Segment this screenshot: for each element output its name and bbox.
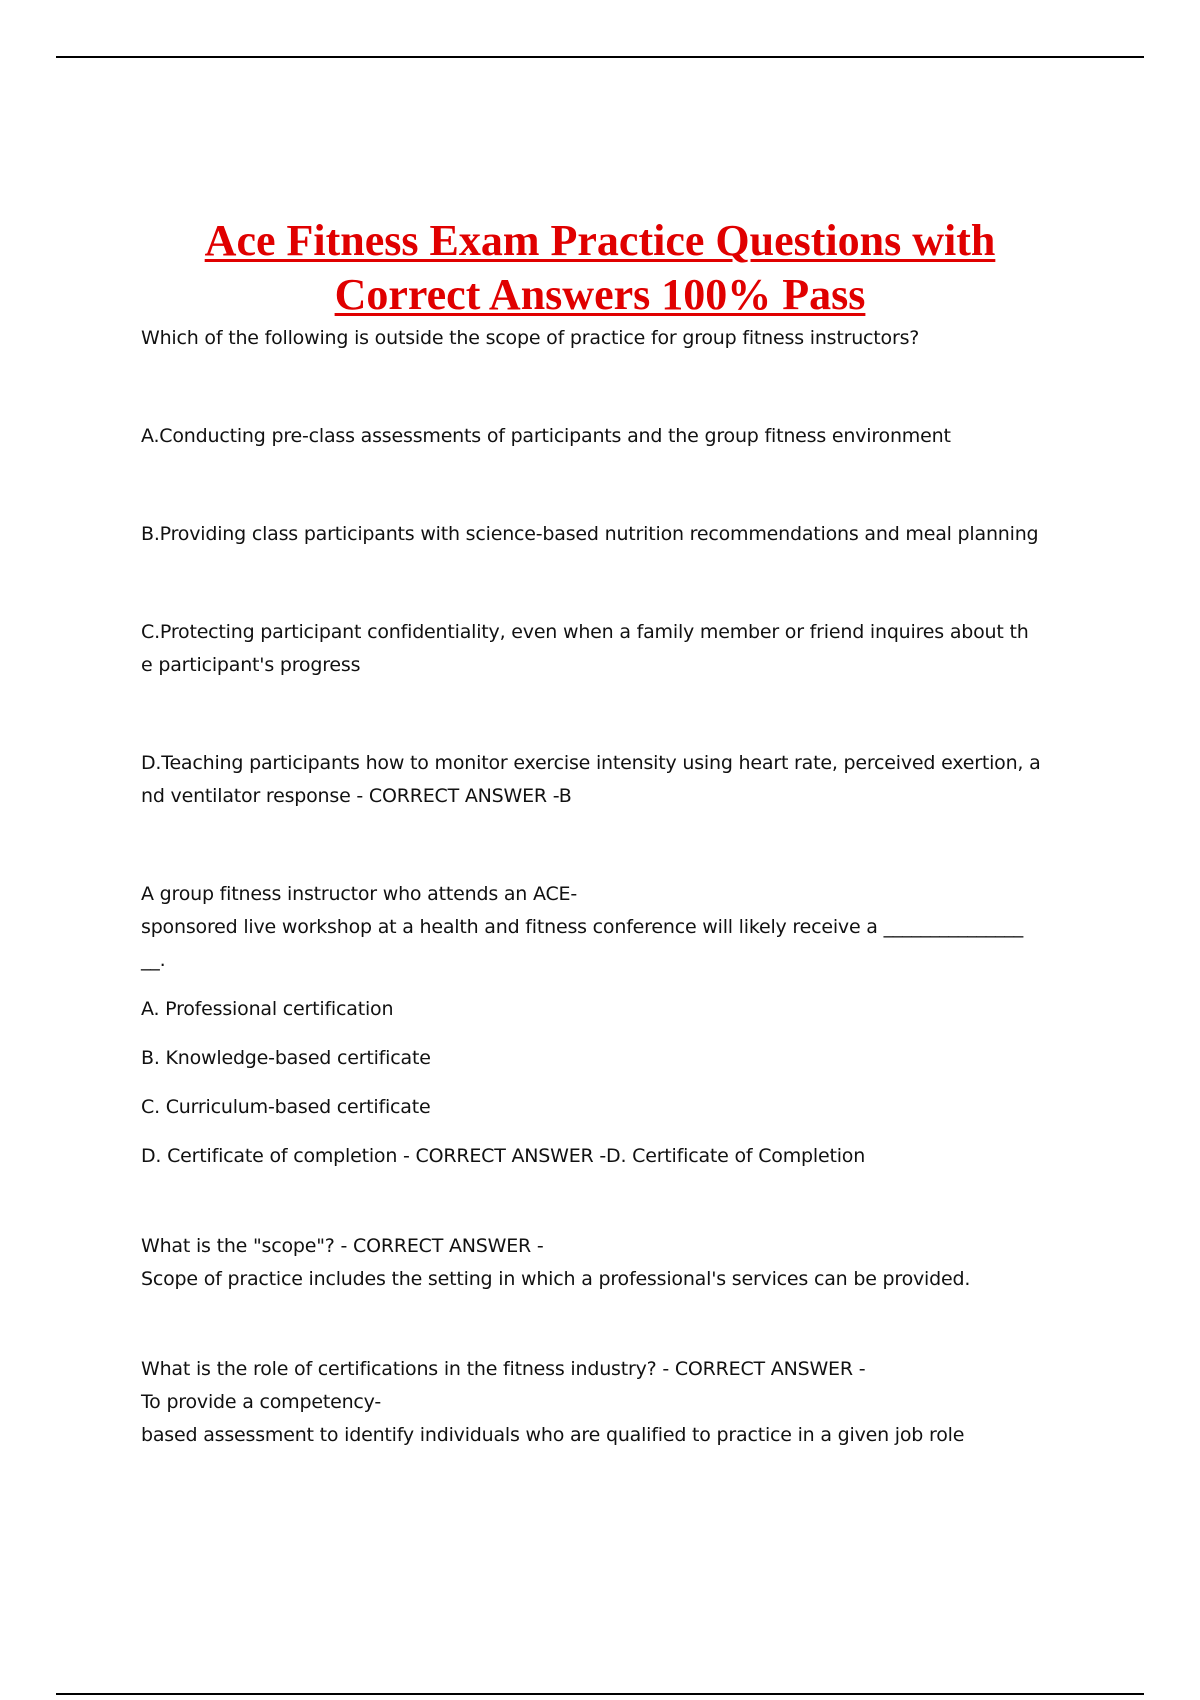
answer-line: Scope of practice includes the setting in which a professional's services can be provided. bbox=[141, 1268, 971, 1290]
document-body bbox=[141, 322, 1061, 1452]
header-rule bbox=[56, 56, 1144, 58]
option-a: A.Conducting pre-class assessments of participants and the group fitness environment bbox=[141, 425, 951, 447]
option-c-line-1: C.Protecting participant confidentiality, even when a family member or friend inquires about th bbox=[141, 621, 1029, 643]
question-text: Which of the following is outside the scope of practice for group fitness instructors? bbox=[141, 327, 920, 349]
option-b: B.Providing class participants with science-based nutrition recommendations and meal planning bbox=[141, 523, 1039, 545]
option-d: D. Certificate of completion - CORRECT ANSWER -D. Certificate of Completion bbox=[141, 1145, 866, 1167]
option-d-line-1: D.Teaching participants how to monitor exercise intensity using heart rate, perceived exertion, a bbox=[141, 752, 1041, 774]
title-line-2: Correct Answers 100% Pass bbox=[334, 270, 866, 319]
footer-rule bbox=[56, 1693, 1144, 1695]
option-b: B. Knowledge-based certificate bbox=[141, 1047, 431, 1069]
option-c-line-2: e participant's progress bbox=[141, 654, 361, 676]
question-block-3 bbox=[141, 1230, 1061, 1296]
question-line-3: __. bbox=[141, 949, 166, 971]
option-a: A. Professional certification bbox=[141, 998, 394, 1020]
question-line-2: sponsored live workshop at a health and fitness conference will likely receive a _______________ bbox=[141, 916, 1024, 938]
document-title bbox=[0, 214, 1200, 322]
option-c: C. Curriculum-based certificate bbox=[141, 1096, 431, 1118]
question-block-1 bbox=[141, 322, 1061, 813]
question-block-4 bbox=[141, 1353, 1061, 1452]
answer-line-1: To provide a competency- bbox=[141, 1391, 382, 1413]
question-block-2 bbox=[141, 878, 1061, 1173]
question-line-1: What is the role of certifications in the fitness industry? - CORRECT ANSWER - bbox=[141, 1358, 866, 1380]
question-line-1: A group fitness instructor who attends an ACE- bbox=[141, 883, 577, 905]
answer-line-2: based assessment to identify individuals who are qualified to practice in a given job role bbox=[141, 1424, 965, 1446]
option-d-line-2: nd ventilator response - CORRECT ANSWER -B bbox=[141, 785, 572, 807]
question-line-1: What is the "scope"? - CORRECT ANSWER - bbox=[141, 1235, 544, 1257]
title-line-1: Ace Fitness Exam Practice Questions with bbox=[204, 216, 996, 265]
